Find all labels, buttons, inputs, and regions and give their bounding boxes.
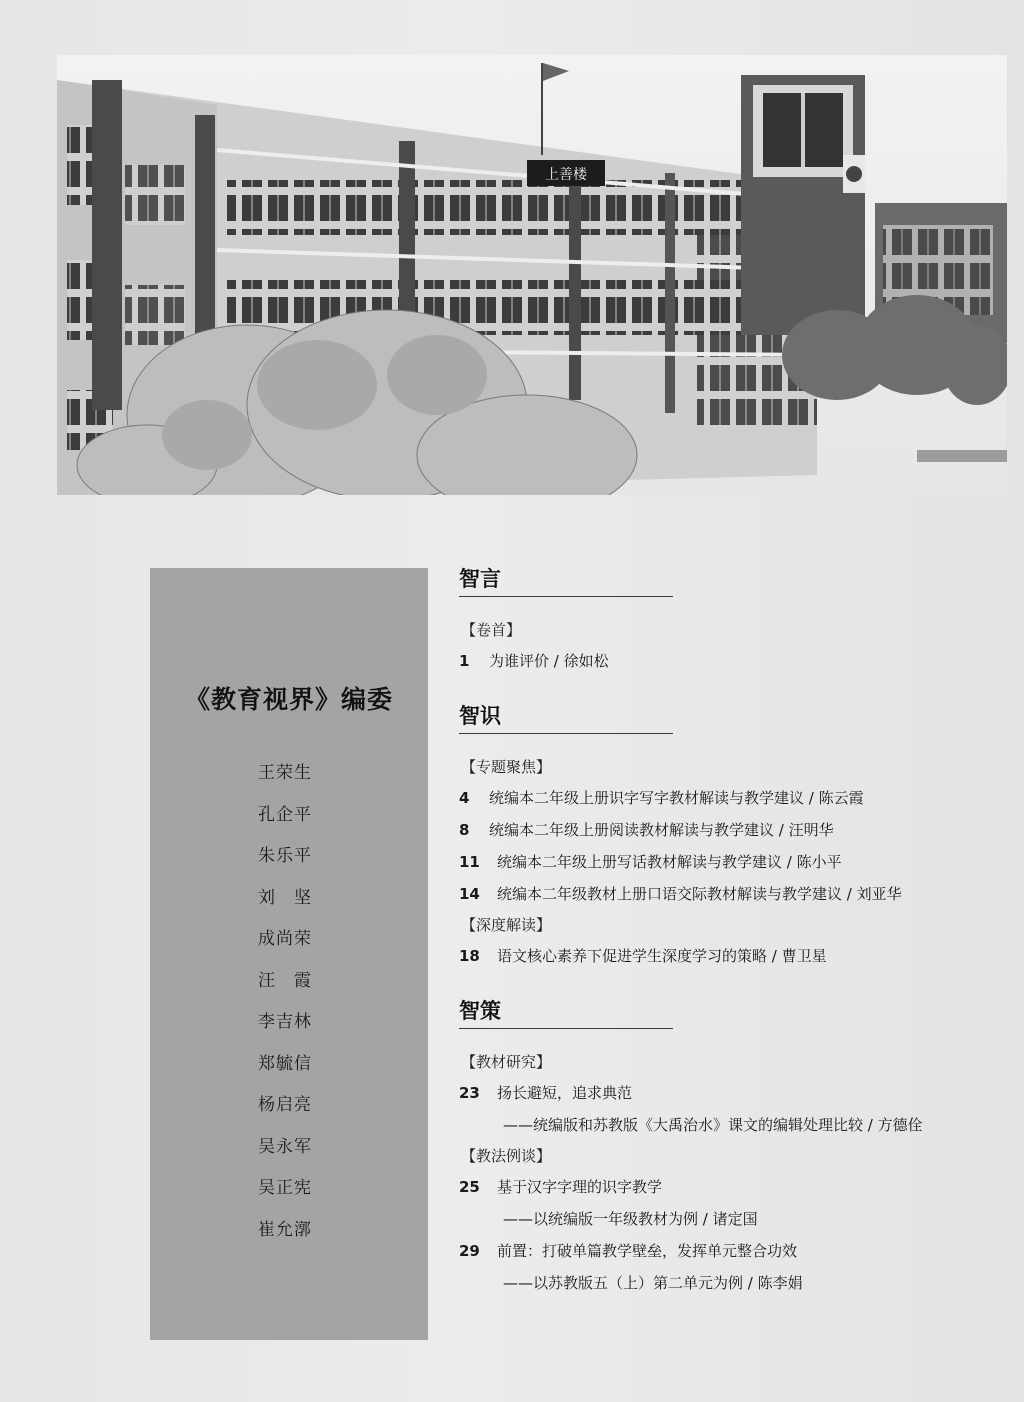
toc-section-zhishi: [459, 699, 999, 972]
toc-entry[interactable]: [459, 1171, 999, 1203]
board-member: 郑毓信: [258, 1053, 312, 1074]
toc-entry[interactable]: [459, 814, 999, 846]
editorial-board-title: 《教育视界》编委: [184, 685, 393, 714]
building-sign-text: 上善楼: [545, 167, 587, 183]
board-member: 成尚荣: [258, 929, 312, 949]
section-divider: [459, 596, 673, 597]
section-title: 智言: [459, 567, 501, 591]
school-building-photo: [57, 55, 1007, 495]
entry-subtitle: ——以统编版一年级教材为例 / 诸定国: [503, 1210, 758, 1228]
entry-title: 统编本二年级教材上册口语交际教材解读与教学建议 / 刘亚华: [497, 885, 902, 903]
board-member: 杨启亮: [258, 1095, 312, 1115]
board-member: 刘 坚: [258, 887, 312, 908]
board-member: 朱乐平: [258, 846, 312, 866]
section-title: 智策: [459, 999, 501, 1023]
page-number: 11: [459, 853, 480, 871]
category-label: 【深度解读】: [461, 916, 552, 934]
entry-title: 基于汉字字理的识字教学: [497, 1178, 663, 1196]
board-member: 吴正宪: [258, 1178, 312, 1198]
board-member: 李吉林: [258, 1012, 312, 1032]
page-number: 8: [459, 821, 470, 839]
category-label: 【专题聚焦】: [461, 758, 552, 776]
board-member: 崔允漷: [258, 1219, 312, 1240]
entry-subtitle: ——统编版和苏教版《大禹治水》课文的编辑处理比较 / 方德佺: [503, 1116, 923, 1134]
entry-title: 统编本二年级上册写话教材解读与教学建议 / 陈小平: [497, 853, 842, 871]
toc-entry[interactable]: [459, 782, 999, 814]
entry-title: 前置：打破单篇教学壁垒，发挥单元整合功效: [497, 1242, 798, 1260]
page-number: 18: [459, 947, 480, 965]
section-divider: [459, 1028, 673, 1029]
toc-entry[interactable]: [459, 878, 999, 910]
editorial-board-box: [150, 568, 428, 1340]
entry-title: 统编本二年级上册识字写字教材解读与教学建议 / 陈云霞: [489, 789, 864, 807]
category-label: 【教材研究】: [461, 1053, 552, 1071]
entry-title: 为谁评价 / 徐如松: [489, 652, 609, 670]
page-number: 4: [459, 789, 470, 807]
entry-subtitle: ——以苏教版五（上）第二单元为例 / 陈李娟: [503, 1274, 803, 1292]
toc-entry[interactable]: [459, 1235, 999, 1267]
page-number: 29: [459, 1242, 480, 1260]
board-member: 孔企平: [258, 804, 312, 825]
board-member: 汪 霞: [258, 970, 312, 991]
board-member: 王荣生: [258, 763, 312, 783]
category-label: 【卷首】: [461, 621, 522, 639]
table-of-contents: [459, 562, 999, 1299]
category-label: 【教法例谈】: [461, 1147, 552, 1165]
toc-entry[interactable]: [459, 846, 999, 878]
toc-entry[interactable]: [459, 645, 999, 677]
section-title: 智识: [459, 704, 501, 728]
entry-title: 语文核心素养下促进学生深度学习的策略 / 曹卫星: [497, 947, 827, 965]
editorial-board-member-list: [258, 758, 312, 1256]
entry-title: 扬长避短，追求典范: [497, 1084, 633, 1102]
section-divider: [459, 733, 673, 734]
page-number: 23: [459, 1084, 480, 1102]
board-member: 吴永军: [258, 1136, 312, 1157]
entry-title: 统编本二年级上册阅读教材解读与教学建议 / 汪明华: [489, 821, 834, 839]
toc-entry[interactable]: [459, 940, 999, 972]
page-number: 25: [459, 1178, 480, 1196]
page-number: 1: [459, 652, 470, 670]
page-number: 14: [459, 885, 480, 903]
toc-section-zhiyan: [459, 562, 999, 677]
toc-entry[interactable]: [459, 1077, 999, 1109]
toc-section-zhice: [459, 994, 999, 1299]
